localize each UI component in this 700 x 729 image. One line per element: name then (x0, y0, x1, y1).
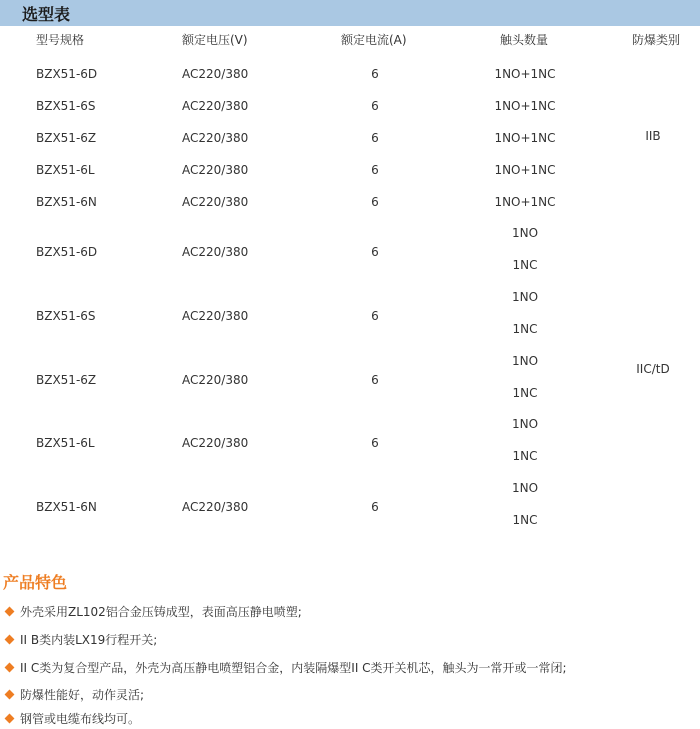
feature-item (6, 686, 144, 703)
table-cell-current: 6 (371, 309, 379, 323)
table-header (0, 31, 700, 51)
table-cell-current: 6 (371, 67, 379, 81)
feature-item (6, 710, 140, 727)
table-cell-contact-nc: 1NC (512, 449, 538, 463)
table-cell-current: 6 (371, 163, 379, 177)
header-current: 额定电流(A) (341, 33, 407, 47)
header-category: 防爆类别 (632, 33, 681, 47)
header-model: 型号规格 (36, 33, 85, 47)
table-cell-category: IIC/tD (636, 362, 670, 376)
table-cell-voltage: AC220/380 (182, 67, 249, 81)
table-cell-contacts: 1NO+1NC (494, 195, 556, 209)
table-cell-contact-no: 1NO (511, 481, 539, 495)
diamond-bullet-icon (5, 607, 15, 617)
diamond-bullet-icon (5, 635, 15, 645)
table-cell-current: 6 (371, 245, 379, 259)
table-cell-current: 6 (371, 373, 379, 387)
feature-item (6, 659, 567, 676)
title-bar (0, 0, 700, 26)
header-voltage: 额定电压(V) (182, 33, 248, 47)
table-cell-voltage: AC220/380 (182, 500, 249, 514)
table-cell-model: BZX51-6N (36, 195, 97, 209)
table-cell-model: BZX51-6D (36, 67, 98, 81)
table-cell-model: BZX51-6Z (36, 373, 97, 387)
table-cell-current: 6 (371, 131, 379, 145)
header-contacts: 触头数量 (500, 33, 549, 47)
table-cell-current: 6 (371, 99, 379, 113)
table-cell-model: BZX51-6S (36, 99, 96, 113)
table-cell-voltage: AC220/380 (182, 373, 249, 387)
table-cell-contacts: 1NO+1NC (494, 131, 556, 145)
table-cell-contact-no: 1NO (511, 290, 539, 304)
table-cell-model: BZX51-6N (36, 500, 97, 514)
diamond-bullet-icon (5, 714, 15, 724)
table-cell-current: 6 (371, 500, 379, 514)
table-cell-contact-nc: 1NC (512, 258, 538, 272)
table-cell-contact-no: 1NO (511, 354, 539, 368)
table-cell-voltage: AC220/380 (182, 436, 249, 450)
table-cell-model: BZX51-6L (36, 436, 95, 450)
table-cell-contacts: 1NO+1NC (494, 163, 556, 177)
table-cell-voltage: AC220/380 (182, 99, 249, 113)
feature-text: II B类内装LX19行程开关; (20, 633, 158, 647)
features-title: 产品特色 (3, 573, 68, 592)
table-cell-voltage: AC220/380 (182, 245, 249, 259)
table-cell-voltage: AC220/380 (182, 131, 249, 145)
table-cell-contact-nc: 1NC (512, 513, 538, 527)
table-cell-voltage: AC220/380 (182, 309, 249, 323)
table-cell-model: BZX51-6L (36, 163, 95, 177)
table-cell-contacts: 1NO+1NC (494, 99, 556, 113)
diamond-bullet-icon (5, 690, 15, 700)
table-cell-current: 6 (371, 436, 379, 450)
feature-text: 防爆性能好，动作灵活; (20, 688, 145, 702)
table-cell-voltage: AC220/380 (182, 195, 249, 209)
table-cell-model: BZX51-6Z (36, 131, 97, 145)
diamond-bullet-icon (5, 663, 15, 673)
table-cell-model: BZX51-6D (36, 245, 98, 259)
table-cell-current: 6 (371, 195, 379, 209)
table-cell-category: IIB (645, 129, 661, 143)
table-cell-voltage: AC220/380 (182, 163, 249, 177)
feature-text: 外壳采用ZL102铝合金压铸成型，表面高压静电喷塑; (20, 605, 302, 619)
table-cell-model: BZX51-6S (36, 309, 96, 323)
table-cell-contact-nc: 1NC (512, 322, 538, 336)
table-cell-contact-nc: 1NC (512, 386, 538, 400)
feature-item (6, 603, 302, 620)
table-cell-contact-no: 1NO (511, 226, 539, 240)
table-cell-contacts: 1NO+1NC (494, 67, 556, 81)
feature-text: 钢管或电缆布线均可。 (20, 712, 141, 726)
table-cell-contact-no: 1NO (511, 417, 539, 431)
page-title: 选型表 (22, 5, 71, 24)
feature-item (6, 631, 157, 648)
feature-text: II C类为复合型产品，外壳为高压静电喷塑铝合金，内装隔爆型II C类开关机芯，触头为一常开或一常闭; (20, 661, 567, 675)
